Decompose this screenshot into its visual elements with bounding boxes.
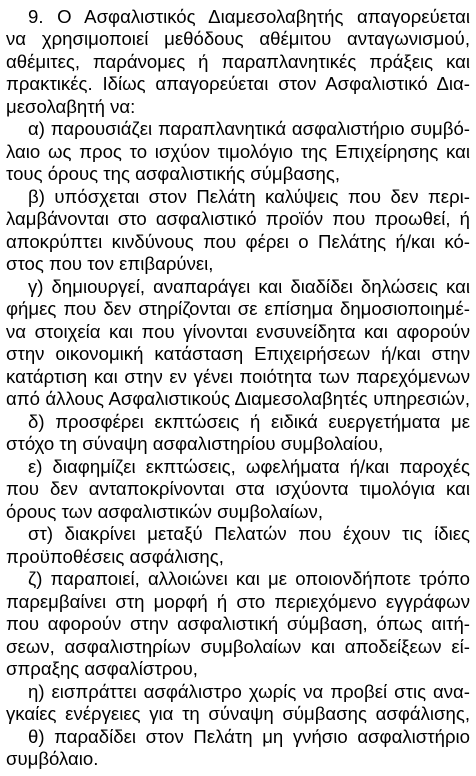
text-line: ε) διαφημίζει εκπτώσεις, ωφελήματα ή/και παροχές: [28, 456, 470, 477]
text-line: στ) διακρίνει μεταξύ Πελατών που έχουν τις ίδιες: [28, 523, 470, 544]
text-line: μεσολαβητή να:: [6, 96, 136, 117]
text-line: ζ) παραποιεί, αλλοιώνει και με οποιονδήποτε τρόπο: [28, 568, 470, 589]
text-line: η) εισπράττει ασφάλιστρο χωρίς να προβεί στις ανα-: [28, 681, 470, 702]
text-line: α) παρουσιάζει παραπλανητικά ασφαλιστήριο συμβό-: [28, 118, 470, 139]
text-line: σπραξης ασφαλίστρου,: [6, 658, 198, 679]
text-line: γ) δημιουργεί, αναπαράγει και διαδίδει δηλώσεις και: [28, 276, 470, 297]
text-line: σεων, ασφαλιστηρίων συμβολαίων και αποδείξεων εί-: [6, 636, 470, 657]
text-line: αθέμιτες, παράνομες ή παραπλανητικές πράξεις και: [6, 51, 470, 72]
text-line: λαμβάνονται στο ασφαλιστικό προϊόν που προωθεί, ή: [6, 208, 470, 229]
text-line: πρακτικές. Ιδίως απαγορεύεται στον Ασφαλιστικό Δια-: [6, 73, 470, 94]
text-line: φήμες που δεν στηρίζονται σε επίσημα δημοσιοποιημέ-: [6, 298, 470, 319]
text-line: στος που τον επιβαρύνει,: [6, 253, 214, 274]
text-line: προϋποθέσεις ασφάλισης,: [6, 546, 224, 567]
text-line: να χρησιμοποιεί μεθόδους αθέμιτου ανταγωνισμού,: [6, 28, 470, 49]
text-line: β) υπόσχεται στον Πελάτη καλύψεις που δεν περι-: [28, 186, 470, 207]
text-line: δ) προσφέρει εκπτώσεις ή ειδικά ευεργετήματα με: [28, 411, 470, 432]
text-line: κατάρτιση και στην εν γένει ποιότητα των παρεχόμενων: [6, 366, 470, 387]
text-line: στόχο τη σύναψη ασφαλιστηρίου συμβολαίου,: [6, 433, 384, 454]
text-line: συμβόλαιο.: [6, 748, 99, 769]
text-line: αποκρύπτει κινδύνους που φέρει ο Πελάτης ή/και κό-: [6, 231, 470, 252]
text-line: τους όρους της ασφαλιστικής σύμβασης,: [6, 163, 341, 184]
text-line: όρους των ασφαλιστικών συμβολαίων,: [6, 501, 323, 522]
text-line: στην οικονομική κατάσταση Επιχειρήσεων ή/και στην: [6, 343, 470, 364]
text-line: λαιο ως προς το ισχύον τιμολόγιο της Επιχείρησης και: [6, 141, 470, 162]
text-line: 9. Ο Ασφαλιστικός Διαμεσολαβητής απαγορεύεται: [28, 6, 470, 27]
text-line: που δεν ανταποκρίνονται στα ισχύοντα τιμολόγια και: [6, 478, 470, 499]
text-line: που αφορούν στην ασφαλιστική σύμβαση, όπως αιτή-: [6, 613, 470, 634]
text-line: γκαίες ενέργειες για τη σύναψη σύμβασης ασφάλισης,: [6, 703, 470, 724]
text-line: παρεμβαίνει στη μορφή ή στο περιεχόμενο εγγράφων: [6, 591, 470, 612]
text-line: να στοιχεία και που γίνονται ενσυνείδητα και αφορούν: [6, 321, 470, 342]
text-line: από άλλους Ασφαλιστικούς Διαμεσολαβητές υπηρεσιών,: [6, 388, 470, 409]
text-line: θ) παραδίδει στον Πελάτη μη γνήσιο ασφαλιστήριο: [28, 726, 470, 747]
